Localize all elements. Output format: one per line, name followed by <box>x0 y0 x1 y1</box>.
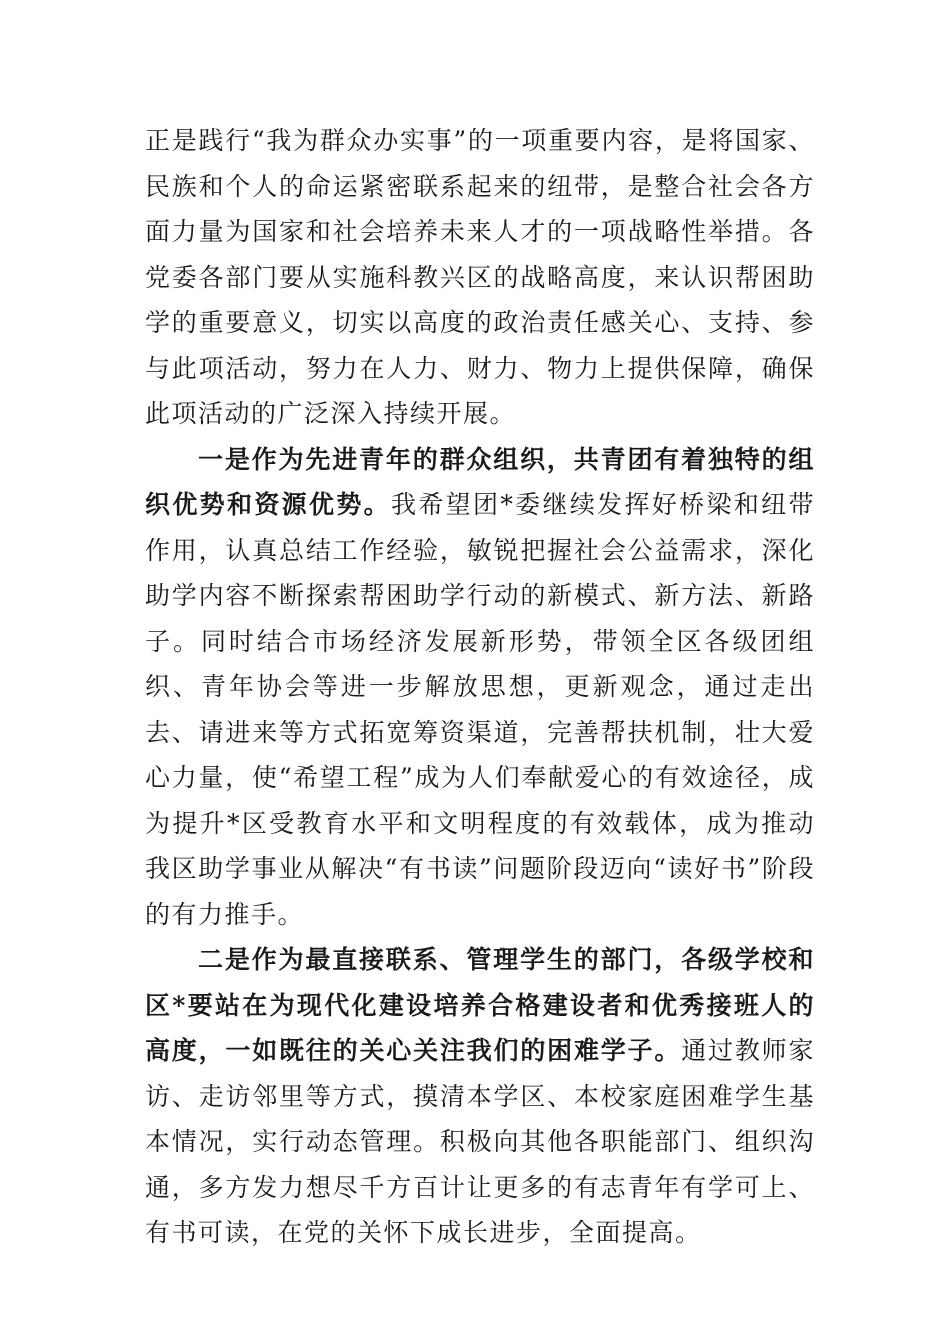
paragraph-2-body: 我希望团*委继续发挥好桥梁和纽带作用，认真总结工作经验，敏锐把握社会公益需求，深化助学内容不断探索帮困助学行动的新模式、新方法、新路子。同时结合市场经济发展新形势，带领全区各级团组织、青年协会等进一步解放思想，更新观念，通过走出去、请进来等方式拓宽筹资渠道，完善帮扶机制，壮大爱心力量，使“希望工程”成为人们奉献爱心的有效途径，成为提升*区受教育水平和文明程度的有效载体，成为推动我区助学事业从解决“有书读”问题阶段迈向“读好书”阶段的有力推手。 <box>145 490 815 929</box>
paragraph-continuation <box>145 118 815 437</box>
paragraph-2-lead: 一是作为先进青年的群众组织，共青团有着独特的组织优势和资源优势。 <box>145 444 815 519</box>
paragraph-1-body: 正是践行“我为群众办实事”的一项重要内容，是将国家、民族和个人的命运紧密联系起来的纽带，是整合社会各方面力量为国家和社会培养未来人才的一项战略性举措。各党委各部门要从实施科教兴区的战略高度，来认识帮困助学的重要意义，切实以高度的政治责任感关心、支持、参与此项活动，努力在人力、财力、物力上提供保障，确保此项活动的广泛深入持续开展。 <box>145 126 815 428</box>
document-page <box>145 118 815 1256</box>
paragraph-3-lead: 二是作为最直接联系、管理学生的部门，各级学校和区*要站在为现代化建设培养合格建设者和优秀接班人的高度，一如既往的关心关注我们的困难学子。 <box>145 945 815 1065</box>
paragraph-schools <box>145 937 815 1256</box>
paragraph-3-body: 通过教师家访、走访邻里等方式，摸清本学区、本校家庭困难学生基本情况，实行动态管理。积极向其他各职能部门、组织沟通，多方发力想尽千方百计让更多的有志青年有学可上、有书可读，在党的关怀下成长进步，全面提高。 <box>145 1036 815 1247</box>
paragraph-youth-league <box>145 437 815 938</box>
